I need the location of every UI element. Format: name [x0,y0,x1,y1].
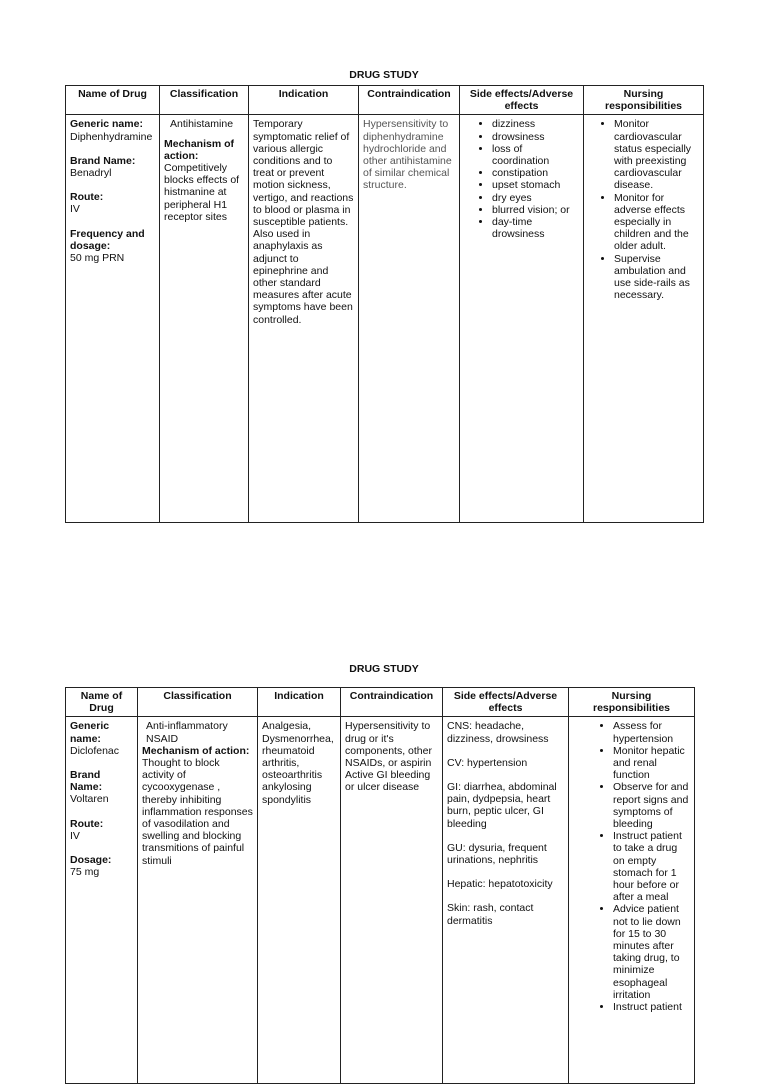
classification-value: Anti-inflammatory NSAID [146,720,228,745]
nursing-list [573,720,690,1013]
header-nursing: Nursing responsibilities [584,86,704,115]
list-item: • Monitor hepatic and renal function [613,745,690,782]
contraindication-text: Hypersensitivity to drug or it's components, other NSAIDs, or aspirin Active GI bleeding or ulcer disease [345,720,432,794]
dosage-label: Dosage: [70,854,112,867]
list-item: • drowsiness [492,131,579,143]
generic-name-label: Generic name: [70,720,110,745]
indication-text: Temporary symptomatic relief of various allergic conditions and to treat or prevent motion sickness, vertigo, and reactions to blood or plasma in susceptible patients. Also used in anaphylaxis as adjunct to epinephrine and other standard measures after acute symptoms have been controlled. [253,118,354,326]
header-classification: Classification [160,86,249,115]
nursing-cell [569,717,695,1084]
header-name-of-drug: Name of Drug [66,688,138,717]
indication-cell [249,115,359,523]
side-effects-cell [443,717,569,1084]
generic-name-label: Generic name: [70,118,143,131]
header-side-effects: Side effects/Adverse effects [460,86,584,115]
list-item: • loss of coordination [492,143,579,167]
contraindication-cell [341,717,443,1084]
list-item: • Instruct patient to take a drug on empty stomach for 1 hour before or after a meal [613,830,690,903]
table-row [66,717,695,1084]
list-item: • dry eyes [492,192,579,204]
side-effect-group: Skin: rash, contact dermatitis [447,902,534,927]
drug-study-title: DRUG STUDY [349,663,419,675]
mechanism-value: Thought to block activity of cycooxygenase , thereby inhibiting inflammation responses of vasodilation and swelling and blocking transmitions of painful stimuli [142,757,253,867]
list-item: • blurred vision; or [492,204,579,216]
list-item: • Monitor for adverse effects especially in children and the older adult. [614,192,699,253]
header-indication: Indication [249,86,359,115]
header-contraindication: Contraindication [341,688,443,717]
brand-name-value: Benadryl [70,167,112,180]
list-item: • Monitor cardiovascular status especially with preexisting cardiovascular disease. [614,118,699,191]
route-value: IV [70,829,80,842]
side-effects-cell [460,115,584,523]
indication-text: Analgesia, Dysmenorrhea, rheumatoid arthritis, osteoarthritis ankylosing spondylitis [262,720,334,806]
classification-cell [160,115,249,523]
side-effects-list [464,118,579,240]
mechanism-label: Mechanism of action: [142,744,250,757]
side-effect-group: GI: diarrhea, abdominal pain, dydpepsia, heart burn, peptic ulcer, GI bleeding [447,781,557,830]
side-effect-group: GU: dysuria, frequent urinations, nephritis [447,841,547,867]
side-effect-group: Hepatic: hepatotoxicity [447,878,553,891]
list-item: • dizziness [492,118,579,130]
contraindication-text: Hypersensitivity to diphenhydramine hydrochloride and other antihistamine of similar chemical structure. [363,118,452,192]
dosage-value: 50 mg PRN [70,252,125,265]
route-value: IV [70,203,80,216]
mechanism-label: Mechanism of action: [164,137,235,162]
mechanism-value: Competitively blocks effects of histmanine at peripheral H1 receptor sites [164,162,240,223]
table-header-row [66,86,704,115]
drug-study-table [65,85,704,523]
dosage-value: 75 mg [70,866,100,879]
nursing-cell [584,115,704,523]
generic-name-value: Diphenhydramine [70,130,153,143]
table-row [66,115,704,523]
header-name-of-drug: Name of Drug [66,86,160,115]
list-item: • Advice patient not to lie down for 15 to 30 minutes after taking drug, to minimize esophageal irritation [613,903,690,1001]
classification-cell [138,717,258,1084]
list-item: • constipation [492,167,579,179]
drug-study-title: DRUG STUDY [349,69,419,81]
header-contraindication: Contraindication [359,86,460,115]
list-item: • day-time drowsiness [492,216,579,240]
route-label: Route: [70,191,104,204]
list-item: • Assess for hypertension [613,720,690,744]
brand-name-label: Brand Name: [70,769,103,794]
list-item: • Supervise ambulation and use side-rails as necessary. [614,253,699,302]
dosage-label: Frequency and dosage: [70,227,145,252]
side-effect-group: CV: hypertension [447,756,528,769]
contraindication-cell [359,115,460,523]
header-nursing: Nursing responsibilities [569,688,695,717]
route-label: Route: [70,817,104,830]
list-item: • upset stomach [492,179,579,191]
generic-name-value: Diclofenac [70,744,120,757]
brand-name-value: Voltaren [70,793,109,806]
table-header-row [66,688,695,717]
brand-name-label: Brand Name: [70,154,136,167]
name-of-drug-cell [66,115,160,523]
header-indication: Indication [258,688,341,717]
name-of-drug-cell [66,717,138,1084]
header-classification: Classification [138,688,258,717]
classification-value: Antihistamine [170,118,234,131]
indication-cell [258,717,341,1084]
side-effect-group: CNS: headache, dizziness, drowsiness [447,720,549,745]
nursing-list [588,118,699,301]
drug-study-table [65,687,695,1084]
header-side-effects: Side effects/Adverse effects [443,688,569,717]
list-item: • Instruct patient [613,1001,690,1013]
list-item: • Observe for and report signs and symptoms of bleeding [613,781,690,830]
